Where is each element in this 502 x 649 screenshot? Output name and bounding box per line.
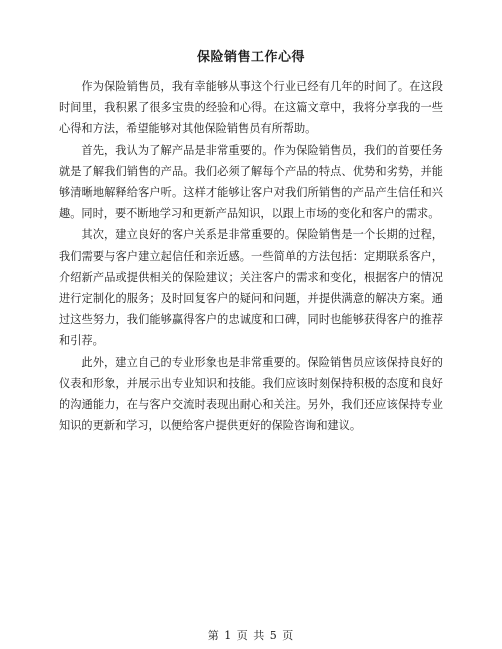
paragraph-professional-image: 此外，建立自己的专业形象也是非常重要的。保险销售员应该保持良好的仪表和形象，并展示出专业知识和技能。我们应该时刻保持积极的态度和良好的沟通能力，在与客户交流时表现出耐心和关注。另外，我们还应该保持专业知识的更新和学习，以便给客户提供更好的保险咨询和建议。 [59,355,443,433]
document-body [59,76,443,436]
paragraph-customer-relationship: 其次，建立良好的客户关系是非常重要的。保险销售是一个长期的过程，我们需要与客户建立起信任和亲近感。一些简单的方法包括：定期联系客户，介绍新产品或提供相关的保险建议；关注客户的需求和变化，根据客户的情况进行定制化的服务；及时回复客户的疑问和问题，并提供满意的解决方案。通过这些努力，我们能够赢得客户的忠诚度和口碑，同时也能够获得客户的推荐和引荐。 [59,228,443,348]
page-footer: 第 1 页 共 5 页 [207,629,295,642]
paragraph-intro: 作为保险销售员，我有幸能够从事这个行业已经有几年的时间了。在这段时间里，我积累了很多宝贵的经验和心得。在这篇文章中，我将分享我的一些心得和方法，希望能够对其他保险销售员有所帮助。 [59,80,443,136]
paragraph-product-knowledge: 首先，我认为了解产品是非常重要的。作为保险销售员，我们的首要任务就是了解我们销售的产品。我们必须了解每个产品的特点、优势和劣势，并能够清晰地解释给客户听。这样才能够让客户对我们所销售的产品产生信任和兴趣。同时，要不断地学习和更新产品知识，以跟上市场的变化和客户的需求。 [59,143,443,221]
document-title: 保险销售工作心得 [196,50,305,65]
